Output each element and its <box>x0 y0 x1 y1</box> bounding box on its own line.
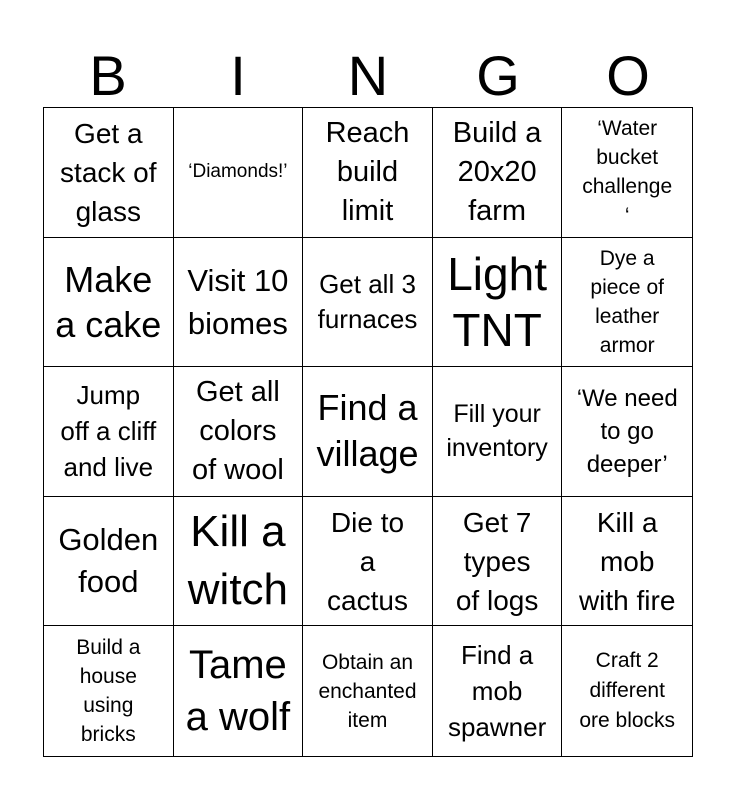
bingo-cell[interactable] <box>562 367 692 497</box>
cell-text: Get 7 types of logs <box>455 506 539 616</box>
cell-text: Visit 10 biomes <box>187 262 289 341</box>
cell-text: Build a house using bricks <box>76 636 141 747</box>
bingo-cell[interactable] <box>44 108 174 238</box>
cell-text: ‘Diamonds!’ <box>188 161 288 183</box>
bingo-cell[interactable] <box>174 238 304 368</box>
header-letter-o: O <box>606 44 650 107</box>
bingo-cell[interactable] <box>174 108 304 238</box>
cell-text: Get all colors of wool <box>191 375 284 486</box>
bingo-cell[interactable] <box>562 108 692 238</box>
bingo-cell[interactable] <box>44 238 174 368</box>
bingo-cell[interactable] <box>433 238 563 368</box>
cell-text: Golden food <box>58 522 159 600</box>
bingo-cell[interactable] <box>562 238 692 368</box>
header-letter-b: B <box>89 44 127 107</box>
bingo-cell[interactable] <box>562 626 692 756</box>
header-letter-n: N <box>347 44 389 107</box>
bingo-cell[interactable] <box>174 626 304 756</box>
cell-text: Get a stack of glass <box>60 117 157 227</box>
bingo-cell[interactable] <box>44 367 174 497</box>
cell-text: Make a cake <box>55 258 162 345</box>
bingo-cell[interactable] <box>174 497 304 627</box>
cell-text: ‘We need to go deeper’ <box>576 384 678 478</box>
header-letter-i: I <box>230 44 246 107</box>
bingo-header <box>43 44 693 108</box>
cell-text: ‘Water bucket challenge ‘ <box>582 117 673 228</box>
cell-text: Dye a piece of leather armor <box>590 246 664 357</box>
bingo-cell[interactable] <box>433 626 563 756</box>
cell-text: Die to a cactus <box>327 506 408 616</box>
cell-text: Light TNT <box>447 247 547 356</box>
bingo-cell[interactable] <box>433 108 563 238</box>
cell-text: Build a 20x20 farm <box>452 116 542 227</box>
cell-text: Find a village <box>316 387 419 475</box>
bingo-cell[interactable] <box>303 238 433 368</box>
bingo-cell[interactable] <box>433 497 563 627</box>
cell-text: Find a mob spawner <box>447 640 547 743</box>
bingo-cell[interactable] <box>174 367 304 497</box>
bingo-cell[interactable] <box>562 497 692 627</box>
header-letter-g: G <box>476 44 520 107</box>
cell-text: Get all 3 furnaces <box>317 268 418 334</box>
bingo-cell[interactable] <box>303 108 433 238</box>
cell-text: Reach build limit <box>325 116 410 227</box>
cell-text: Craft 2 different ore blocks <box>579 649 676 733</box>
cell-text: Obtain an enchanted item <box>318 650 417 732</box>
bingo-grid <box>43 107 693 757</box>
cell-text: Kill a mob with fire <box>578 506 676 616</box>
bingo-cell[interactable] <box>303 367 433 497</box>
bingo-cell[interactable] <box>433 367 563 497</box>
bingo-cell[interactable] <box>44 497 174 627</box>
bingo-cell[interactable] <box>44 626 174 756</box>
cell-text: Fill your inventory <box>446 400 548 463</box>
cell-text: Kill a witch <box>187 507 289 615</box>
bingo-cell[interactable] <box>303 626 433 756</box>
cell-text: Jump off a cliff and live <box>60 380 157 483</box>
bingo-cell[interactable] <box>303 497 433 627</box>
cell-text: Tame a wolf <box>185 643 291 740</box>
